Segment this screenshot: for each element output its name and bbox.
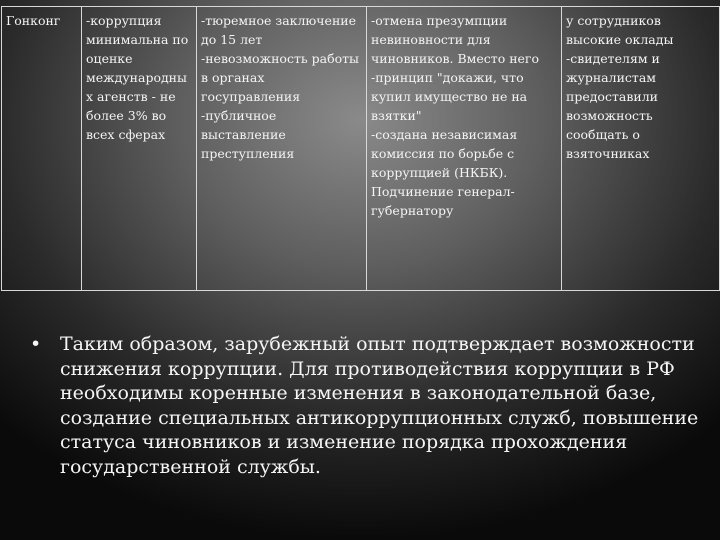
corruption-level-cell: -коррупция минимальна по оценке международных агенств - не более 3% во всех сферах [82,7,197,291]
bullet-marker: • [30,333,42,355]
anticorruption-table [1,6,720,291]
incentives-cell: у сотрудников высокие оклады -свидетелям и журналистам предоставили возможность сообщать о взяточниках [562,7,720,291]
punishment-cell: -тюремное заключение до 15 лет -невозможность работы в органах госуправления -публичное выставление преступления [197,7,367,291]
legal-measures-cell: -отмена презумпции невиновности для чиновников. Вместо него -принцип "докажи, что купил имущество не на взятки" -создана независимая комиссия по борьбе с коррупцией (НКБК). Подчинение генерал-губернатору [367,7,562,291]
conclusion-bullet [30,332,710,479]
country-cell: Гонконг [2,7,82,291]
conclusion-text: Таким образом, зарубежный опыт подтверждает возможности снижения коррупции. Для противодействия коррупции в РФ необходимы коренные изменения в законодательной базе, создание специальных антикоррупционных служб, повышение статуса чиновников и изменение порядка прохождения государственной службы. [60,333,699,478]
table-row [2,7,720,291]
